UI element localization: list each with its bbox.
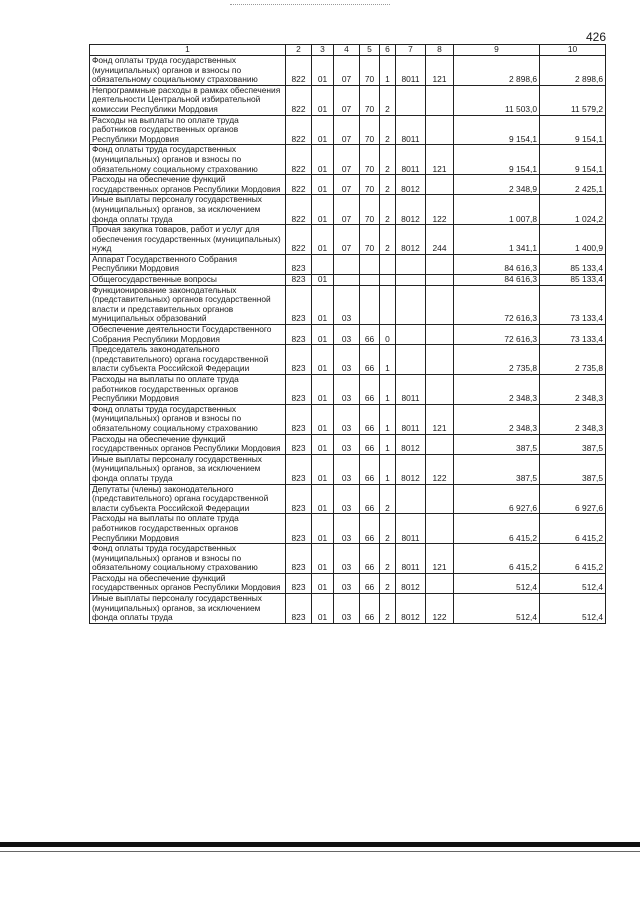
- item-name: Прочая закупка товаров, работ и услуг для обеспечения государственных (муниципальных) нужд: [90, 225, 286, 255]
- column-header-6: 6: [380, 45, 396, 56]
- section-code: 01: [312, 285, 334, 324]
- table-header-row: [90, 45, 606, 56]
- table-row: [90, 275, 606, 286]
- chapter-code: 823: [286, 275, 312, 286]
- article-code: 8011: [396, 375, 426, 405]
- article-code: 8012: [396, 175, 426, 195]
- amount-col9: 9 154,1: [454, 115, 540, 145]
- column-header-5: 5: [360, 45, 380, 56]
- amount-col10: 2 425,1: [540, 175, 606, 195]
- article-code: 8011: [396, 514, 426, 544]
- item-name: Расходы на обеспечение функций государственных органов Республики Мордовия: [90, 434, 286, 454]
- amount-col10: 73 133,4: [540, 325, 606, 345]
- chapter-code: 822: [286, 56, 312, 86]
- article-code: 8012: [396, 434, 426, 454]
- article-code: 8011: [396, 544, 426, 574]
- program-code: [360, 275, 380, 286]
- table-row: [90, 115, 606, 145]
- item-name: Фонд оплаты труда государственных (муниципальных) органов и взносы по обязательному социальному страхованию: [90, 56, 286, 86]
- item-name: Функционирование законодательных (представительных) органов государственной власти и представительных органов муниципальных образований: [90, 285, 286, 324]
- subprogram-code: 2: [380, 115, 396, 145]
- section-code: 01: [312, 404, 334, 434]
- subprogram-code: [380, 285, 396, 324]
- chapter-code: 823: [286, 484, 312, 514]
- item-name: Расходы на выплаты по оплате труда работников государственных органов Республики Мордовия: [90, 375, 286, 405]
- item-name: Председатель законодательного (представительного) органа государственной власти субъекта Российской Федерации: [90, 345, 286, 375]
- table-row: [90, 484, 606, 514]
- subsection-code: 07: [334, 225, 360, 255]
- amount-col9: 6 415,2: [454, 514, 540, 544]
- section-code: 01: [312, 225, 334, 255]
- amount-col10: 512,4: [540, 594, 606, 624]
- section-code: 01: [312, 56, 334, 86]
- section-code: 01: [312, 195, 334, 225]
- item-name: Расходы на выплаты по оплате труда работников государственных органов Республики Мордовия: [90, 115, 286, 145]
- expense-type: [426, 434, 454, 454]
- chapter-code: 823: [286, 325, 312, 345]
- subsection-code: 03: [334, 375, 360, 405]
- section-code: 01: [312, 544, 334, 574]
- expense-type: [426, 254, 454, 274]
- chapter-code: 823: [286, 573, 312, 593]
- program-code: 70: [360, 175, 380, 195]
- section-code: 01: [312, 85, 334, 115]
- article-code: 8012: [396, 454, 426, 484]
- subsection-code: 03: [334, 594, 360, 624]
- item-name: Депутаты (члены) законодательного (представительного) органа государственной власти субъекта Российской Федерации: [90, 484, 286, 514]
- section-code: 01: [312, 573, 334, 593]
- table-row: [90, 375, 606, 405]
- program-code: 66: [360, 514, 380, 544]
- subsection-code: 03: [334, 285, 360, 324]
- article-code: 8012: [396, 225, 426, 255]
- table-row: [90, 325, 606, 345]
- amount-col9: 1 341,1: [454, 225, 540, 255]
- amount-col9: 84 616,3: [454, 254, 540, 274]
- expense-type: [426, 285, 454, 324]
- expense-type: 244: [426, 225, 454, 255]
- column-header-9: 9: [454, 45, 540, 56]
- budget-table-container: [89, 44, 606, 624]
- subsection-code: 03: [334, 434, 360, 454]
- subsection-code: 03: [334, 573, 360, 593]
- amount-col9: 387,5: [454, 434, 540, 454]
- expense-type: [426, 175, 454, 195]
- item-name: Фонд оплаты труда государственных (муниципальных) органов и взносы по обязательному социальному страхованию: [90, 145, 286, 175]
- amount-col10: 9 154,1: [540, 145, 606, 175]
- amount-col9: 6 927,6: [454, 484, 540, 514]
- subsection-code: 03: [334, 345, 360, 375]
- item-name: Иные выплаты персоналу государственных (муниципальных) органов, за исключением фонда оплаты труда: [90, 454, 286, 484]
- amount-col9: 72 616,3: [454, 285, 540, 324]
- chapter-code: 822: [286, 195, 312, 225]
- amount-col9: 1 007,8: [454, 195, 540, 225]
- subprogram-code: 1: [380, 434, 396, 454]
- amount-col10: 2 735,8: [540, 345, 606, 375]
- amount-col9: 2 898,6: [454, 56, 540, 86]
- column-header-2: 2: [286, 45, 312, 56]
- amount-col9: 84 616,3: [454, 275, 540, 286]
- section-code: 01: [312, 514, 334, 544]
- expense-type: [426, 573, 454, 593]
- column-header-1: 1: [90, 45, 286, 56]
- table-row: [90, 225, 606, 255]
- chapter-code: 822: [286, 225, 312, 255]
- section-code: 01: [312, 275, 334, 286]
- article-code: 8011: [396, 56, 426, 86]
- column-header-4: 4: [334, 45, 360, 56]
- table-row: [90, 85, 606, 115]
- subsection-code: [334, 254, 360, 274]
- program-code: 70: [360, 195, 380, 225]
- section-code: 01: [312, 145, 334, 175]
- table-row: [90, 56, 606, 86]
- amount-col9: 9 154,1: [454, 145, 540, 175]
- subsection-code: 03: [334, 325, 360, 345]
- chapter-code: 823: [286, 594, 312, 624]
- expense-type: 122: [426, 195, 454, 225]
- item-name: Аппарат Государственного Собрания Республики Мордовия: [90, 254, 286, 274]
- item-name: Иные выплаты персоналу государственных (муниципальных) органов, за исключением фонда оплаты труда: [90, 594, 286, 624]
- page-number: 426: [586, 30, 607, 44]
- program-code: 70: [360, 145, 380, 175]
- amount-col10: 387,5: [540, 454, 606, 484]
- article-code: [396, 345, 426, 375]
- section-code: 01: [312, 454, 334, 484]
- subprogram-code: 1: [380, 345, 396, 375]
- program-code: 66: [360, 544, 380, 574]
- subsection-code: 03: [334, 514, 360, 544]
- table-row: [90, 434, 606, 454]
- section-code: 01: [312, 375, 334, 405]
- expense-type: 122: [426, 454, 454, 484]
- expense-type: [426, 375, 454, 405]
- column-header-10: 10: [540, 45, 606, 56]
- item-name: Фонд оплаты труда государственных (муниципальных) органов и взносы по обязательному социальному страхованию: [90, 544, 286, 574]
- amount-col10: 1 024,2: [540, 195, 606, 225]
- subprogram-code: [380, 254, 396, 274]
- amount-col10: 512,4: [540, 573, 606, 593]
- column-header-3: 3: [312, 45, 334, 56]
- program-code: 66: [360, 573, 380, 593]
- subsection-code: 07: [334, 56, 360, 86]
- chapter-code: 822: [286, 145, 312, 175]
- table-row: [90, 594, 606, 624]
- chapter-code: 823: [286, 254, 312, 274]
- article-code: 8012: [396, 195, 426, 225]
- table-row: [90, 573, 606, 593]
- amount-col10: 6 415,2: [540, 514, 606, 544]
- program-code: 70: [360, 225, 380, 255]
- program-code: 66: [360, 345, 380, 375]
- chapter-code: 823: [286, 434, 312, 454]
- amount-col10: 85 133,4: [540, 254, 606, 274]
- subprogram-code: 0: [380, 325, 396, 345]
- article-code: 8011: [396, 115, 426, 145]
- expense-type: [426, 275, 454, 286]
- expense-type: 122: [426, 594, 454, 624]
- amount-col9: 2 348,3: [454, 404, 540, 434]
- section-code: 01: [312, 434, 334, 454]
- subprogram-code: 2: [380, 225, 396, 255]
- amount-col9: 11 503,0: [454, 85, 540, 115]
- item-name: Расходы на обеспечение функций государственных органов Республики Мордовия: [90, 175, 286, 195]
- amount-col10: 387,5: [540, 434, 606, 454]
- section-code: 01: [312, 175, 334, 195]
- expense-type: 121: [426, 404, 454, 434]
- expense-type: [426, 85, 454, 115]
- amount-col10: 6 415,2: [540, 544, 606, 574]
- subsection-code: 07: [334, 85, 360, 115]
- article-code: 8012: [396, 573, 426, 593]
- expense-type: 121: [426, 544, 454, 574]
- table-row: [90, 145, 606, 175]
- section-code: 01: [312, 115, 334, 145]
- program-code: 66: [360, 484, 380, 514]
- top-margin-marks: [230, 4, 390, 7]
- amount-col10: 2 898,6: [540, 56, 606, 86]
- article-code: [396, 484, 426, 514]
- amount-col10: 85 133,4: [540, 275, 606, 286]
- table-row: [90, 404, 606, 434]
- program-code: 66: [360, 325, 380, 345]
- subprogram-code: 1: [380, 375, 396, 405]
- chapter-code: 823: [286, 285, 312, 324]
- program-code: 66: [360, 375, 380, 405]
- program-code: 70: [360, 85, 380, 115]
- subprogram-code: [380, 275, 396, 286]
- table-row: [90, 175, 606, 195]
- amount-col9: 72 616,3: [454, 325, 540, 345]
- program-code: [360, 254, 380, 274]
- chapter-code: 822: [286, 175, 312, 195]
- expense-type: 121: [426, 56, 454, 86]
- article-code: [396, 254, 426, 274]
- chapter-code: 823: [286, 544, 312, 574]
- program-code: [360, 285, 380, 324]
- table-row: [90, 454, 606, 484]
- subsection-code: 03: [334, 484, 360, 514]
- subprogram-code: 1: [380, 404, 396, 434]
- table-row: [90, 254, 606, 274]
- item-name: Непрограммные расходы в рамках обеспечения деятельности Центральной избирательной комиссии Республики Мордовия: [90, 85, 286, 115]
- subsection-code: 03: [334, 404, 360, 434]
- subprogram-code: 2: [380, 145, 396, 175]
- amount-col10: 2 348,3: [540, 404, 606, 434]
- amount-col10: 9 154,1: [540, 115, 606, 145]
- program-code: 66: [360, 594, 380, 624]
- amount-col10: 2 348,3: [540, 375, 606, 405]
- table-row: [90, 285, 606, 324]
- expense-type: [426, 115, 454, 145]
- item-name: Расходы на обеспечение функций государственных органов Республики Мордовия: [90, 573, 286, 593]
- subprogram-code: 2: [380, 175, 396, 195]
- column-header-8: 8: [426, 45, 454, 56]
- program-code: 70: [360, 56, 380, 86]
- section-code: 01: [312, 484, 334, 514]
- amount-col9: 387,5: [454, 454, 540, 484]
- expense-type: [426, 345, 454, 375]
- amount-col9: 2 348,3: [454, 375, 540, 405]
- chapter-code: 823: [286, 514, 312, 544]
- subsection-code: 07: [334, 175, 360, 195]
- article-code: [396, 85, 426, 115]
- section-code: 01: [312, 345, 334, 375]
- section-code: 01: [312, 325, 334, 345]
- amount-col9: 2 348,9: [454, 175, 540, 195]
- amount-col10: 11 579,2: [540, 85, 606, 115]
- subprogram-code: 2: [380, 594, 396, 624]
- article-code: 8012: [396, 594, 426, 624]
- subsection-code: 07: [334, 145, 360, 175]
- column-header-7: 7: [396, 45, 426, 56]
- bottom-border-bar: [0, 842, 640, 847]
- table-row: [90, 345, 606, 375]
- expense-type: [426, 514, 454, 544]
- item-name: Обеспечение деятельности Государственного Собрания Республики Мордовия: [90, 325, 286, 345]
- amount-col9: 2 735,8: [454, 345, 540, 375]
- chapter-code: 823: [286, 345, 312, 375]
- article-code: [396, 325, 426, 345]
- subprogram-code: 2: [380, 484, 396, 514]
- table-row: [90, 195, 606, 225]
- chapter-code: 823: [286, 404, 312, 434]
- chapter-code: 822: [286, 85, 312, 115]
- subsection-code: 07: [334, 115, 360, 145]
- amount-col10: 73 133,4: [540, 285, 606, 324]
- table-row: [90, 514, 606, 544]
- expense-type: [426, 484, 454, 514]
- item-name: Фонд оплаты труда государственных (муниципальных) органов и взносы по обязательному социальному страхованию: [90, 404, 286, 434]
- subsection-code: [334, 275, 360, 286]
- subprogram-code: 2: [380, 573, 396, 593]
- subsection-code: 03: [334, 544, 360, 574]
- subprogram-code: 1: [380, 56, 396, 86]
- chapter-code: 822: [286, 115, 312, 145]
- amount-col9: 6 415,2: [454, 544, 540, 574]
- article-code: [396, 275, 426, 286]
- item-name: Расходы на выплаты по оплате труда работников государственных органов Республики Мордовия: [90, 514, 286, 544]
- section-code: [312, 254, 334, 274]
- table-body: [90, 56, 606, 624]
- item-name: Общегосударственные вопросы: [90, 275, 286, 286]
- budget-table: [89, 44, 606, 624]
- amount-col10: 1 400,9: [540, 225, 606, 255]
- program-code: 70: [360, 115, 380, 145]
- article-code: [396, 285, 426, 324]
- article-code: 8011: [396, 404, 426, 434]
- chapter-code: 823: [286, 375, 312, 405]
- section-code: 01: [312, 594, 334, 624]
- expense-type: 121: [426, 145, 454, 175]
- subprogram-code: 1: [380, 454, 396, 484]
- program-code: 66: [360, 404, 380, 434]
- article-code: 8011: [396, 145, 426, 175]
- expense-type: [426, 325, 454, 345]
- amount-col10: 6 927,6: [540, 484, 606, 514]
- program-code: 66: [360, 434, 380, 454]
- table-row: [90, 544, 606, 574]
- item-name: Иные выплаты персоналу государственных (муниципальных) органов, за исключением фонда оплаты труда: [90, 195, 286, 225]
- subprogram-code: 2: [380, 514, 396, 544]
- subprogram-code: 2: [380, 85, 396, 115]
- subsection-code: 07: [334, 195, 360, 225]
- subprogram-code: 2: [380, 544, 396, 574]
- bottom-border-line: [0, 851, 640, 852]
- amount-col9: 512,4: [454, 594, 540, 624]
- subsection-code: 03: [334, 454, 360, 484]
- program-code: 66: [360, 454, 380, 484]
- subprogram-code: 2: [380, 195, 396, 225]
- amount-col9: 512,4: [454, 573, 540, 593]
- chapter-code: 823: [286, 454, 312, 484]
